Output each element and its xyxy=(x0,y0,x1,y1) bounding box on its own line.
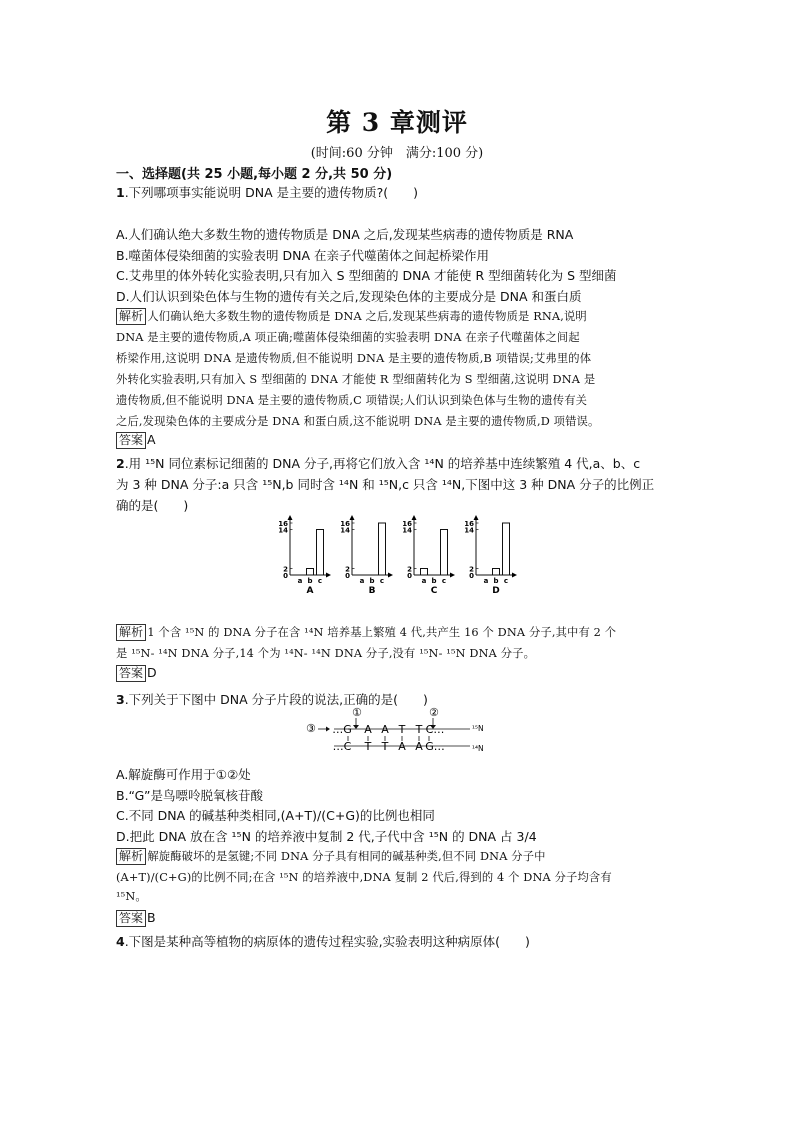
answer-tag: 答案 xyxy=(116,910,146,927)
q1-option-d: D.人们认识到染色体与生物的遗传有关之后,发现染色体的主要成分是 DNA 和蛋白质 xyxy=(116,289,582,304)
analysis-tag: 解析 xyxy=(116,624,146,641)
section-heading: 一、选择题(共 25 小题,每小题 2 分,共 50 分) xyxy=(116,167,393,182)
x-tick-label: c xyxy=(379,577,385,585)
x-axis-arrowhead xyxy=(388,573,393,578)
x-tick-label: b xyxy=(493,577,499,585)
chart-panel-b xyxy=(340,515,393,596)
x-tick-label: a xyxy=(421,577,427,585)
q3-option-a: A.解旋酶可作用于①②处 xyxy=(116,767,251,782)
top-strand-base: A xyxy=(364,723,372,736)
x-tick-label: c xyxy=(503,577,509,585)
q1-analysis-line: 之后,发现染色体的主要成分是 DNA 和蛋白质,这不能说明 DNA 是主要的遗传物质,D 项错误。 xyxy=(116,415,600,428)
question-2-stem-line: 确的是( ) xyxy=(116,498,189,513)
x-tick-label: a xyxy=(297,577,303,585)
bar-c xyxy=(503,523,510,575)
y-tick-label: 2 xyxy=(345,565,350,574)
y-tick-label: 2 xyxy=(469,565,474,574)
y-axis-arrowhead xyxy=(350,515,355,520)
top-strand-base: A xyxy=(381,723,389,736)
q2-analysis-line: 是 ¹⁵N- ¹⁴N DNA 分子,14 个为 ¹⁴N- ¹⁴N DNA 分子,没有 ¹⁵N- ¹⁵N DNA 分子。 xyxy=(116,647,536,660)
bottom-strand-base: T xyxy=(381,740,389,753)
q3-analysis-line: 解析 解旋酶破坏的是氢键;不同 DNA 分子具有相同的碱基种类,但不同 DNA 分子中 xyxy=(116,848,546,865)
bar-b xyxy=(493,569,500,576)
q1-option-c: C.艾弗里的体外转化实验表明,只有加入 S 型细菌的 DNA 才能使 R 型细菌转化为 S 型细菌 xyxy=(116,268,617,283)
q3-answer: 答案 B xyxy=(116,910,156,927)
q1-answer: 答案 A xyxy=(116,432,156,449)
bar-c xyxy=(317,530,324,576)
x-tick-label: a xyxy=(483,577,489,585)
question-3-stem: 3.下列关于下图中 DNA 分子片段的说法,正确的是( ) xyxy=(116,692,428,707)
chart-label: D xyxy=(492,586,500,596)
y-tick-label: 16 xyxy=(340,520,350,528)
y-tick-label: 14 xyxy=(340,526,350,535)
x-axis-arrowhead xyxy=(326,573,331,578)
bar-c xyxy=(441,530,448,576)
question-2-stem-line: 为 3 种 DNA 分子:a 只含 ¹⁵N,b 同时含 ¹⁴N 和 ¹⁵N,c 只含 ¹⁴N,下图中这 3 种 DNA 分子的比例正 xyxy=(116,477,655,492)
bottom-strand-base: A xyxy=(398,740,406,753)
top-strand-base: T xyxy=(398,723,406,736)
dna-ratio-bar-charts xyxy=(270,515,520,597)
q3-option-b: B.“G”是鸟嘌呤脱氧核苷酸 xyxy=(116,788,263,803)
top-strand-base: C… xyxy=(425,723,445,736)
x-tick-label: b xyxy=(307,577,313,585)
y-tick-label: 2 xyxy=(283,565,288,574)
chart-label: B xyxy=(368,586,376,596)
dna-fragment-diagram xyxy=(300,705,500,755)
x-axis-arrowhead xyxy=(512,573,517,578)
q2-answer: 答案 D xyxy=(116,665,157,682)
bar-c xyxy=(379,523,386,575)
y-tick-label: 0 xyxy=(283,572,288,580)
y-axis-arrowhead xyxy=(288,515,293,520)
q2-analysis-line: 解析 1 个含 ¹⁵N 的 DNA 分子在含 ¹⁴N 培养基上繁殖 4 代,共产生 16 个 DNA 分子,其中有 2 个 xyxy=(116,624,616,641)
q1-analysis-line: 桥梁作用,这说明 DNA 是遗传物质,但不能说明 DNA 是主要的遗传物质,B 项错误;艾弗里的体 xyxy=(116,352,592,365)
y-axis-arrowhead xyxy=(474,515,479,520)
question-1-stem: 1.下列哪项事实能说明 DNA 是主要的遗传物质?( ) xyxy=(116,185,419,200)
analysis-tag: 解析 xyxy=(116,848,146,865)
marker-3-arrowhead xyxy=(326,727,330,732)
bar-a xyxy=(421,569,428,576)
q3-option-c: C.不同 DNA 的碱基种类相同,(A+T)/(C+G)的比例也相同 xyxy=(116,808,435,823)
y-tick-label: 0 xyxy=(407,572,412,580)
x-tick-label: c xyxy=(317,577,323,585)
answer-tag: 答案 xyxy=(116,665,146,682)
x-tick-label: b xyxy=(369,577,375,585)
y-tick-label: 0 xyxy=(345,572,350,580)
q3-analysis-line: ¹⁵N。 xyxy=(116,890,147,903)
analysis-tag: 解析 xyxy=(116,308,146,325)
x-tick-label: b xyxy=(431,577,437,585)
chart-panel-d xyxy=(464,515,517,596)
top-strand-base: …G xyxy=(332,723,352,736)
question-2-stem: 2.用 ¹⁵N 同位素标记细菌的 DNA 分子,再将它们放入含 ¹⁴N 的培养基中连续繁殖 4 代,a、b、c xyxy=(116,456,641,471)
marker-2: ② xyxy=(429,706,439,719)
y-tick-label: 16 xyxy=(464,520,474,528)
y-axis-arrowhead xyxy=(412,515,417,520)
q1-option-a: A.人们确认绝大多数生物的遗传物质是 DNA 之后,发现某些病毒的遗传物质是 RNA xyxy=(116,227,574,242)
y-tick-label: 0 xyxy=(469,572,474,580)
y-tick-label: 14 xyxy=(402,526,412,535)
q3-option-d: D.把此 DNA 放在含 ¹⁵N 的培养液中复制 2 代,子代中含 ¹⁵N 的 DNA 占 3/4 xyxy=(116,829,537,844)
chart-panel-c xyxy=(402,515,455,596)
bottom-strand-label: ¹⁴N xyxy=(472,744,484,753)
bar-b xyxy=(307,569,314,576)
bottom-strand-base: …C xyxy=(332,740,352,753)
answer-tag: 答案 xyxy=(116,432,146,449)
y-tick-label: 2 xyxy=(407,565,412,574)
page-subtitle: (时间:60 分钟 满分:100 分) xyxy=(310,146,484,161)
x-axis-arrowhead xyxy=(450,573,455,578)
bottom-strand-base: A xyxy=(415,740,423,753)
top-strand-base: T xyxy=(415,723,423,736)
q1-analysis-line: 解析 人们确认绝大多数生物的遗传物质是 DNA 之后,发现某些病毒的遗传物质是 RNA,说明 xyxy=(116,308,587,325)
bottom-strand-base: T xyxy=(364,740,372,753)
q1-analysis-line: 外转化实验表明,只有加入 S 型细菌的 DNA 才能使 R 型细菌转化为 S 型细菌,这说明 DNA 是 xyxy=(116,373,596,386)
q3-analysis-line: (A+T)/(C+G)的比例不同;在含 ¹⁵N 的培养液中,DNA 复制 2 代后,得到的 4 个 DNA 分子均含有 xyxy=(116,871,612,884)
q1-analysis-line: DNA 是主要的遗传物质,A 项正确;噬菌体侵染细菌的实验表明 DNA 在亲子代噬菌体之间起 xyxy=(116,331,580,344)
marker-3: ③ xyxy=(306,722,316,735)
top-strand-label: ¹⁵N xyxy=(472,724,484,733)
bottom-strand-base: G… xyxy=(425,740,445,753)
y-tick-label: 14 xyxy=(464,526,474,535)
chart-panel-a xyxy=(278,515,331,596)
marker-1-arrowhead xyxy=(353,725,359,729)
chart-label: C xyxy=(430,586,438,596)
x-tick-label: c xyxy=(441,577,447,585)
question-4-stem: 4.下图是某种高等植物的病原体的遗传过程实验,实验表明这种病原体( ) xyxy=(116,934,530,949)
y-tick-label: 16 xyxy=(402,520,412,528)
q1-analysis-line: 遗传物质,但不能说明 DNA 是主要的遗传物质,C 项错误;人们认识到染色体与生物的遗传有关 xyxy=(116,394,588,407)
y-tick-label: 16 xyxy=(278,520,288,528)
chart-label: A xyxy=(306,586,314,596)
marker-1: ① xyxy=(352,706,362,719)
page-title: 第 3 章测评 xyxy=(326,108,468,137)
y-tick-label: 14 xyxy=(278,526,288,535)
x-tick-label: a xyxy=(359,577,365,585)
q1-option-b: B.噬菌体侵染细菌的实验表明 DNA 在亲子代噬菌体之间起桥梁作用 xyxy=(116,248,490,263)
